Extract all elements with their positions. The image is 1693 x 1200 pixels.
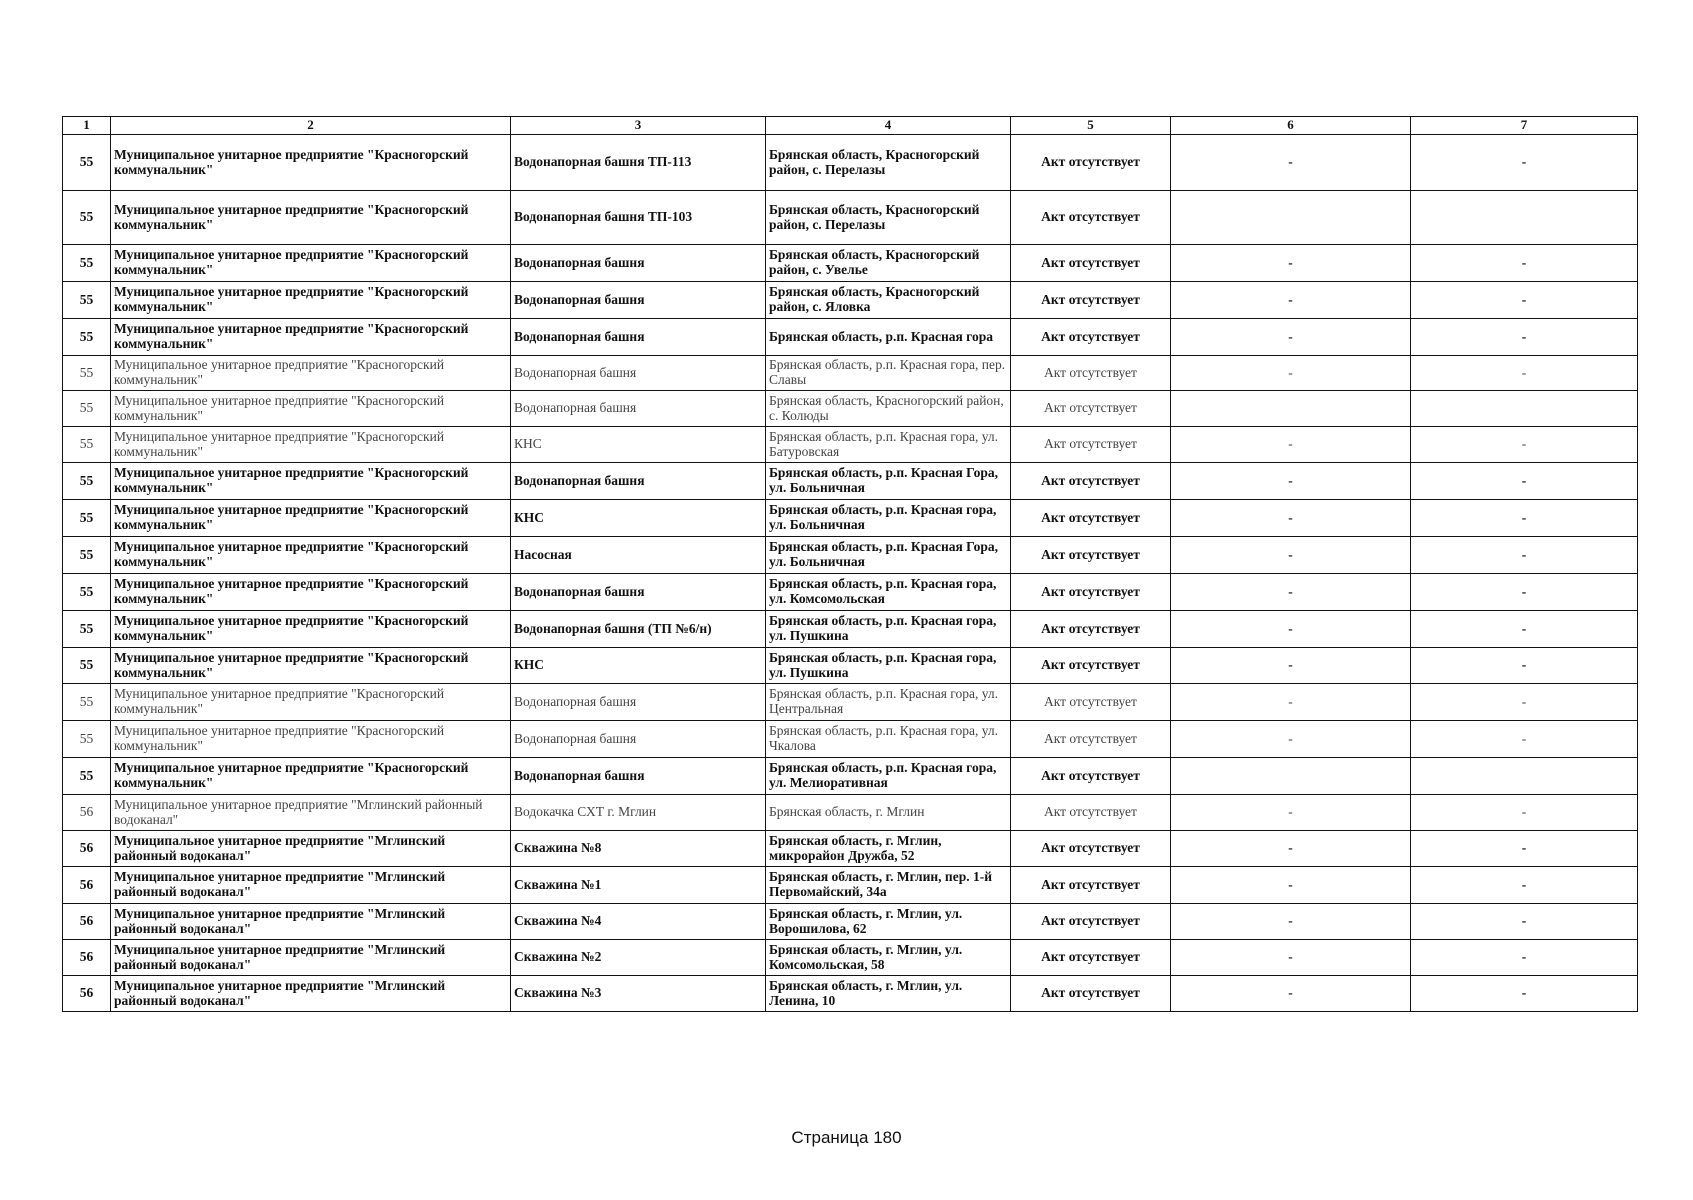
row-number: 56 xyxy=(63,904,111,940)
act-status-cell: Акт отсутствует xyxy=(1011,574,1171,611)
column-7-cell: - xyxy=(1411,427,1638,463)
table-row xyxy=(63,427,1638,463)
act-status-cell: Акт отсутствует xyxy=(1011,463,1171,500)
object-cell: Водонапорная башня xyxy=(511,282,766,319)
row-number: 55 xyxy=(63,648,111,684)
organization-cell: Муниципальное унитарное предприятие "Мглинский районный водоканал" xyxy=(111,867,511,904)
organization-cell: Муниципальное унитарное предприятие "Красногорский коммунальник" xyxy=(111,648,511,684)
row-number: 56 xyxy=(63,795,111,831)
organization-cell: Муниципальное унитарное предприятие "Красногорский коммунальник" xyxy=(111,721,511,758)
object-cell: Водонапорная башня ТП-103 xyxy=(511,191,766,245)
object-cell: Скважина №4 xyxy=(511,904,766,940)
row-number: 56 xyxy=(63,867,111,904)
row-number: 56 xyxy=(63,976,111,1012)
row-number: 55 xyxy=(63,758,111,795)
row-number: 55 xyxy=(63,463,111,500)
object-cell: Скважина №1 xyxy=(511,867,766,904)
address-cell: Брянская область, Красногорский район, с. Перелазы xyxy=(766,135,1011,191)
act-status-cell: Акт отсутствует xyxy=(1011,282,1171,319)
header-col-2: 2 xyxy=(111,117,511,135)
address-cell: Брянская область, Красногорский район, с. Яловка xyxy=(766,282,1011,319)
column-6-cell: - xyxy=(1171,319,1411,356)
act-status-cell: Акт отсутствует xyxy=(1011,391,1171,427)
column-7-cell: - xyxy=(1411,282,1638,319)
act-status-cell: Акт отсутствует xyxy=(1011,867,1171,904)
address-cell: Брянская область, р.п. Красная гора, ул. Больничная xyxy=(766,500,1011,537)
act-status-cell: Акт отсутствует xyxy=(1011,427,1171,463)
row-number: 55 xyxy=(63,319,111,356)
column-6-cell xyxy=(1171,391,1411,427)
table-row xyxy=(63,391,1638,427)
object-cell: КНС xyxy=(511,500,766,537)
row-number: 55 xyxy=(63,500,111,537)
organization-cell: Муниципальное унитарное предприятие "Красногорский коммунальник" xyxy=(111,356,511,391)
column-6-cell: - xyxy=(1171,721,1411,758)
column-7-cell: - xyxy=(1411,648,1638,684)
table-row xyxy=(63,537,1638,574)
column-6-cell: - xyxy=(1171,463,1411,500)
address-cell: Брянская область, г. Мглин xyxy=(766,795,1011,831)
column-6-cell: - xyxy=(1171,427,1411,463)
table-row xyxy=(63,463,1638,500)
column-7-cell: - xyxy=(1411,976,1638,1012)
act-status-cell: Акт отсутствует xyxy=(1011,500,1171,537)
address-cell: Брянская область, р.п. Красная гора xyxy=(766,319,1011,356)
act-status-cell: Акт отсутствует xyxy=(1011,356,1171,391)
column-7-cell: - xyxy=(1411,245,1638,282)
organization-cell: Муниципальное унитарное предприятие "Мглинский районный водоканал" xyxy=(111,940,511,976)
address-cell: Брянская область, р.п. Красная гора, пер. Славы xyxy=(766,356,1011,391)
organization-cell: Муниципальное унитарное предприятие "Красногорский коммунальник" xyxy=(111,684,511,721)
table-row xyxy=(63,684,1638,721)
column-7-cell: - xyxy=(1411,356,1638,391)
row-number: 55 xyxy=(63,191,111,245)
table-row xyxy=(63,648,1638,684)
column-7-cell: - xyxy=(1411,904,1638,940)
column-7-cell: - xyxy=(1411,500,1638,537)
address-cell: Брянская область, р.п. Красная гора, ул. Пушкина xyxy=(766,611,1011,648)
column-6-cell: - xyxy=(1171,356,1411,391)
header-col-3: 3 xyxy=(511,117,766,135)
object-cell: Водонапорная башня xyxy=(511,758,766,795)
object-cell: Водонапорная башня (ТП №6/н) xyxy=(511,611,766,648)
row-number: 55 xyxy=(63,245,111,282)
organization-cell: Муниципальное унитарное предприятие "Красногорский коммунальник" xyxy=(111,463,511,500)
column-6-cell: - xyxy=(1171,940,1411,976)
object-cell: КНС xyxy=(511,427,766,463)
organization-cell: Муниципальное унитарное предприятие "Красногорский коммунальник" xyxy=(111,574,511,611)
table-row xyxy=(63,904,1638,940)
object-cell: Скважина №8 xyxy=(511,831,766,867)
object-cell: Водонапорная башня xyxy=(511,245,766,282)
column-6-cell: - xyxy=(1171,500,1411,537)
act-status-cell: Акт отсутствует xyxy=(1011,721,1171,758)
row-number: 55 xyxy=(63,135,111,191)
header-col-7: 7 xyxy=(1411,117,1638,135)
table-body xyxy=(63,135,1638,1012)
row-number: 55 xyxy=(63,356,111,391)
column-7-cell: - xyxy=(1411,319,1638,356)
column-7-cell: - xyxy=(1411,537,1638,574)
act-status-cell: Акт отсутствует xyxy=(1011,904,1171,940)
act-status-cell: Акт отсутствует xyxy=(1011,135,1171,191)
address-cell: Брянская область, р.п. Красная гора, ул. Центральная xyxy=(766,684,1011,721)
act-status-cell: Акт отсутствует xyxy=(1011,684,1171,721)
column-7-cell: - xyxy=(1411,135,1638,191)
organization-cell: Муниципальное унитарное предприятие "Красногорский коммунальник" xyxy=(111,135,511,191)
page-number: Страница 180 xyxy=(791,1128,902,1147)
column-6-cell: - xyxy=(1171,135,1411,191)
address-cell: Брянская область, Красногорский район, с. Колюды xyxy=(766,391,1011,427)
column-7-cell xyxy=(1411,391,1638,427)
row-number: 55 xyxy=(63,427,111,463)
column-6-cell: - xyxy=(1171,795,1411,831)
header-col-1: 1 xyxy=(63,117,111,135)
row-number: 55 xyxy=(63,282,111,319)
act-status-cell: Акт отсутствует xyxy=(1011,319,1171,356)
row-number: 55 xyxy=(63,537,111,574)
address-cell: Брянская область, р.п. Красная Гора, ул. Больничная xyxy=(766,463,1011,500)
column-7-cell: - xyxy=(1411,463,1638,500)
column-7-cell: - xyxy=(1411,611,1638,648)
object-cell: Водонапорная башня ТП-113 xyxy=(511,135,766,191)
act-status-cell: Акт отсутствует xyxy=(1011,758,1171,795)
table-row xyxy=(63,319,1638,356)
organization-cell: Муниципальное унитарное предприятие "Красногорский коммунальник" xyxy=(111,758,511,795)
act-status-cell: Акт отсутствует xyxy=(1011,976,1171,1012)
act-status-cell: Акт отсутствует xyxy=(1011,940,1171,976)
organization-cell: Муниципальное унитарное предприятие "Мглинский районный водоканал" xyxy=(111,976,511,1012)
organization-cell: Муниципальное унитарное предприятие "Красногорский коммунальник" xyxy=(111,245,511,282)
act-status-cell: Акт отсутствует xyxy=(1011,611,1171,648)
table-row xyxy=(63,500,1638,537)
object-cell: Скважина №2 xyxy=(511,940,766,976)
row-number: 56 xyxy=(63,831,111,867)
row-number: 55 xyxy=(63,721,111,758)
address-cell: Брянская область, р.п. Красная гора, ул. Пушкина xyxy=(766,648,1011,684)
organization-cell: Муниципальное унитарное предприятие "Красногорский коммунальник" xyxy=(111,319,511,356)
organization-cell: Муниципальное унитарное предприятие "Мглинский районный водоканал" xyxy=(111,904,511,940)
column-6-cell: - xyxy=(1171,574,1411,611)
act-status-cell: Акт отсутствует xyxy=(1011,648,1171,684)
column-6-cell: - xyxy=(1171,648,1411,684)
organization-cell: Муниципальное унитарное предприятие "Красногорский коммунальник" xyxy=(111,282,511,319)
object-cell: Водокачка СХТ г. Мглин xyxy=(511,795,766,831)
act-status-cell: Акт отсутствует xyxy=(1011,245,1171,282)
table-row xyxy=(63,191,1638,245)
object-cell: Водонапорная башня xyxy=(511,391,766,427)
column-7-cell: - xyxy=(1411,721,1638,758)
organization-cell: Муниципальное унитарное предприятие "Мглинский районный водоканал" xyxy=(111,795,511,831)
column-6-cell: - xyxy=(1171,282,1411,319)
column-6-cell: - xyxy=(1171,611,1411,648)
column-7-cell: - xyxy=(1411,867,1638,904)
act-status-cell: Акт отсутствует xyxy=(1011,537,1171,574)
address-cell: Брянская область, р.п. Красная гора, ул. Чкалова xyxy=(766,721,1011,758)
row-number: 55 xyxy=(63,684,111,721)
column-7-cell: - xyxy=(1411,831,1638,867)
column-6-cell: - xyxy=(1171,537,1411,574)
header-col-5: 5 xyxy=(1011,117,1171,135)
table-row xyxy=(63,611,1638,648)
column-6-cell xyxy=(1171,758,1411,795)
object-cell: Водонапорная башня xyxy=(511,356,766,391)
column-7-cell: - xyxy=(1411,574,1638,611)
column-6-cell: - xyxy=(1171,867,1411,904)
column-7-cell: - xyxy=(1411,940,1638,976)
address-cell: Брянская область, Красногорский район, с. Увелье xyxy=(766,245,1011,282)
table-row xyxy=(63,245,1638,282)
address-cell: Брянская область, г. Мглин, пер. 1-й Первомайский, 34а xyxy=(766,867,1011,904)
column-6-cell: - xyxy=(1171,831,1411,867)
address-cell: Брянская область, р.п. Красная Гора, ул. Больничная xyxy=(766,537,1011,574)
organization-cell: Муниципальное унитарное предприятие "Красногорский коммунальник" xyxy=(111,191,511,245)
object-cell: КНС xyxy=(511,648,766,684)
address-cell: Брянская область, Красногорский район, с. Перелазы xyxy=(766,191,1011,245)
table-row xyxy=(63,356,1638,391)
object-cell: Водонапорная башня xyxy=(511,684,766,721)
organization-cell: Муниципальное унитарное предприятие "Мглинский районный водоканал" xyxy=(111,831,511,867)
column-7-cell xyxy=(1411,758,1638,795)
row-number: 55 xyxy=(63,611,111,648)
address-cell: Брянская область, г. Мглин, ул. Ленина, 10 xyxy=(766,976,1011,1012)
column-6-cell: - xyxy=(1171,245,1411,282)
act-status-cell: Акт отсутствует xyxy=(1011,191,1171,245)
object-cell: Водонапорная башня xyxy=(511,463,766,500)
object-cell: Водонапорная башня xyxy=(511,319,766,356)
table-row xyxy=(63,940,1638,976)
table-row xyxy=(63,574,1638,611)
column-7-cell: - xyxy=(1411,795,1638,831)
header-row xyxy=(63,117,1638,135)
address-cell: Брянская область, р.п. Красная гора, ул. Мелиоративная xyxy=(766,758,1011,795)
column-6-cell: - xyxy=(1171,976,1411,1012)
column-6-cell xyxy=(1171,191,1411,245)
act-status-cell: Акт отсутствует xyxy=(1011,795,1171,831)
organization-cell: Муниципальное унитарное предприятие "Красногорский коммунальник" xyxy=(111,500,511,537)
object-cell: Скважина №3 xyxy=(511,976,766,1012)
column-7-cell: - xyxy=(1411,684,1638,721)
header-col-6: 6 xyxy=(1171,117,1411,135)
column-6-cell: - xyxy=(1171,684,1411,721)
table-row xyxy=(63,795,1638,831)
address-cell: Брянская область, р.п. Красная гора, ул. Комсомольская xyxy=(766,574,1011,611)
address-cell: Брянская область, г. Мглин, ул. Комсомольская, 58 xyxy=(766,940,1011,976)
row-number: 55 xyxy=(63,574,111,611)
address-cell: Брянская область, г. Мглин, микрорайон Дружба, 52 xyxy=(766,831,1011,867)
table-row xyxy=(63,282,1638,319)
table-row xyxy=(63,976,1638,1012)
header-col-4: 4 xyxy=(766,117,1011,135)
table-row xyxy=(63,758,1638,795)
address-cell: Брянская область, г. Мглин, ул. Ворошилова, 62 xyxy=(766,904,1011,940)
registry-table xyxy=(62,116,1638,1012)
organization-cell: Муниципальное унитарное предприятие "Красногорский коммунальник" xyxy=(111,427,511,463)
table-row xyxy=(63,135,1638,191)
object-cell: Водонапорная башня xyxy=(511,574,766,611)
object-cell: Водонапорная башня xyxy=(511,721,766,758)
column-6-cell: - xyxy=(1171,904,1411,940)
table-row xyxy=(63,831,1638,867)
object-cell: Насосная xyxy=(511,537,766,574)
column-7-cell xyxy=(1411,191,1638,245)
act-status-cell: Акт отсутствует xyxy=(1011,831,1171,867)
row-number: 55 xyxy=(63,391,111,427)
organization-cell: Муниципальное унитарное предприятие "Красногорский коммунальник" xyxy=(111,391,511,427)
row-number: 56 xyxy=(63,940,111,976)
address-cell: Брянская область, р.п. Красная гора, ул. Батуровская xyxy=(766,427,1011,463)
organization-cell: Муниципальное унитарное предприятие "Красногорский коммунальник" xyxy=(111,611,511,648)
organization-cell: Муниципальное унитарное предприятие "Красногорский коммунальник" xyxy=(111,537,511,574)
table-row xyxy=(63,721,1638,758)
table-row xyxy=(63,867,1638,904)
